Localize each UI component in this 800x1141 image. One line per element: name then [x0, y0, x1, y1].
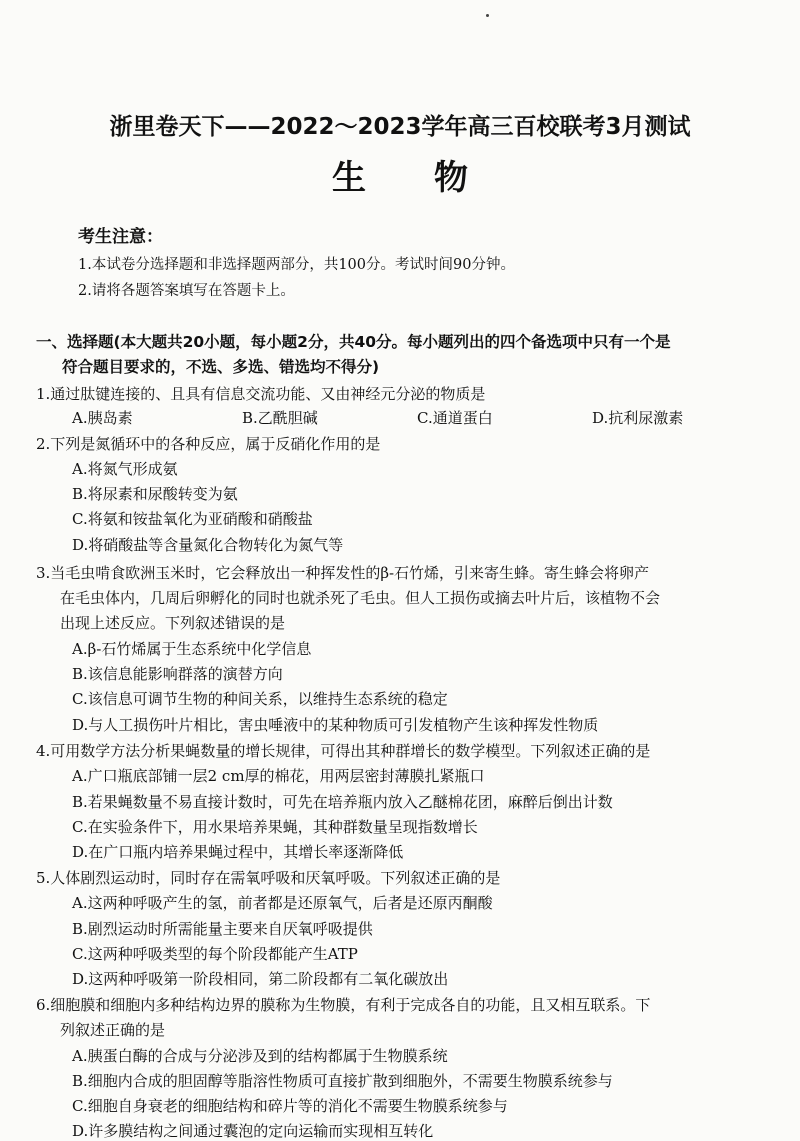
question-3-stem-line3: 出现上述反应。下列叙述错误的是 [60, 614, 286, 632]
question-1-option-c: C.通道蛋白 [417, 409, 493, 427]
exam-title: 浙里卷天下——2022～2023学年高三百校联考3月测试 [109, 114, 691, 140]
question-6-option-d: D.许多膜结构之间通过囊泡的定向运输而实现相互转化 [72, 1122, 434, 1140]
notice-item-1: 1.本试卷分选择题和非选择题两部分，共100分。考试时间90分钟。 [78, 257, 515, 273]
question-5-option-a: A.这两种呼吸产生的氢，前者都是还原氧气，后者是还原丙酮酸 [72, 894, 493, 912]
question-3-option-b: B.该信息能影响群落的演替方向 [72, 665, 283, 683]
question-5-stem: 5.人体剧烈运动时，同时存在需氧呼吸和厌氧呼吸。下列叙述正确的是 [36, 869, 501, 887]
question-2-option-a: A.将氮气形成氨 [72, 460, 178, 478]
question-6-stem-line2: 列叙述正确的是 [60, 1021, 166, 1039]
question-1-option-b: B.乙酰胆碱 [242, 409, 318, 427]
question-1-stem: 1.通过肽键连接的、且具有信息交流功能、又由神经元分泌的物质是 [36, 385, 486, 403]
question-1-option-d: D.抗利尿激素 [592, 409, 684, 427]
section-heading-line2: 符合题目要求的，不选、多选、错选均不得分) [62, 358, 380, 376]
question-3-option-c: C.该信息可调节生物的种间关系，以维持生态系统的稳定 [72, 690, 448, 708]
question-5-option-b: B.剧烈运动时所需能量主要来自厌氧呼吸提供 [72, 920, 373, 938]
question-2-option-c: C.将氨和铵盐氧化为亚硝酸和硝酸盐 [72, 510, 313, 528]
question-2-option-b: B.将尿素和尿酸转变为氨 [72, 485, 238, 503]
notice-item-2: 2.请将各题答案填写在答题卡上。 [78, 283, 295, 299]
question-5-option-c: C.这两种呼吸类型的每个阶段都能产生ATP [72, 945, 358, 963]
question-3-stem-line2: 在毛虫体内，几周后卵孵化的同时也就杀死了毛虫。但人工损伤或摘去叶片后，该植物不会 [60, 589, 661, 607]
question-2-option-d: D.将硝酸盐等含量氮化合物转化为氮气等 [72, 536, 344, 554]
section-heading [36, 330, 766, 380]
subject-title: 生物 [332, 158, 536, 198]
question-3-option-d: D.与人工损伤叶片相比，害虫唾液中的某种物质可引发植物产生该种挥发性物质 [72, 716, 599, 734]
question-6-option-b: B.细胞内合成的胆固醇等脂溶性物质可直接扩散到细胞外，不需要生物膜系统参与 [72, 1072, 613, 1090]
question-6-option-a: A.胰蛋白酶的合成与分泌涉及到的结构都属于生物膜系统 [72, 1047, 448, 1065]
question-6-option-c: C.细胞自身衰老的细胞结构和碎片等的消化不需要生物膜系统参与 [72, 1097, 508, 1115]
question-6-stem-line1: 6.细胞膜和细胞内多种结构边界的膜称为生物膜，有利于完成各自的功能，且又相互联系。下 [36, 996, 651, 1014]
question-3-stem-line1: 3.当毛虫啃食欧洲玉米时，它会释放出一种挥发性的β-石竹烯，引来寄生蜂。寄生蜂会将卵产 [36, 564, 650, 582]
question-4-stem: 4.可用数学方法分析果蝇数量的增长规律，可得出其种群增长的数学模型。下列叙述正确的是 [36, 742, 651, 760]
question-4-option-b: B.若果蝇数量不易直接计数时，可先在培养瓶内放入乙醚棉花团，麻醉后倒出计数 [72, 793, 613, 811]
section-heading-line1: 一、选择题(本大题共20小题，每小题2分，共40分。每小题列出的四个备选项中只有一个是 [36, 333, 671, 351]
question-4-option-a: A.广口瓶底部铺一层2 cm厚的棉花，用两层密封薄膜扎紧瓶口 [72, 767, 485, 785]
question-4-option-d: D.在广口瓶内培养果蝇过程中，其增长率逐渐降低 [72, 843, 404, 861]
question-2-stem: 2.下列是氮循环中的各种反应，属于反硝化作用的是 [36, 435, 381, 453]
question-1-option-a: A.胰岛素 [72, 409, 133, 427]
notice-heading: 考生注意： [78, 227, 163, 247]
scan-speck [486, 14, 489, 17]
question-5-option-d: D.这两种呼吸第一阶段相同，第二阶段都有二氧化碳放出 [72, 970, 449, 988]
question-4-option-c: C.在实验条件下，用水果培养果蝇，其种群数量呈现指数增长 [72, 818, 478, 836]
question-3-option-a: A.β-石竹烯属于生态系统中化学信息 [72, 640, 312, 658]
